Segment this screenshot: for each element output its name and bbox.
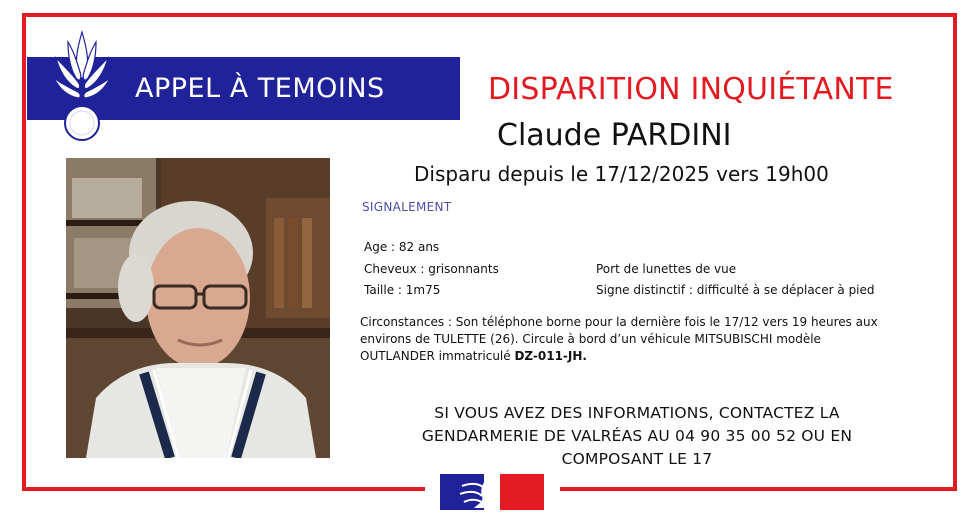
marianne-republique-logo-icon bbox=[432, 472, 548, 512]
contact-line-1: SI VOUS AVEZ DES INFORMATIONS, CONTACTEZ LA bbox=[434, 404, 840, 422]
contact-line-2: GENDARMERIE DE VALRÉAS AU 04 90 35 00 52 OU EN bbox=[421, 427, 853, 445]
height-field: Taille : 1m75 bbox=[364, 283, 441, 297]
banner-label: APPEL À TEMOINS bbox=[135, 73, 385, 104]
circumstances-body: Circonstances : Son téléphone borne pour la dernière fois le 17/12 vers 19 heures aux environs de TULETTE (26). Circule à bord d’un véhicule MITSUBISCHI modèle OUTLANDER immatriculé bbox=[360, 315, 878, 363]
person-name: Claude PARDINI bbox=[497, 118, 732, 153]
age-field: Age : 82 ans bbox=[364, 240, 440, 254]
distinctive-sign-field: Signe distinctif : difficulté à se déplacer à pied bbox=[596, 283, 875, 297]
license-plate: DZ-011-JH. bbox=[514, 349, 587, 363]
contact-line-3: COMPOSANT LE 17 bbox=[561, 450, 713, 468]
hair-field: Cheveux : grisonnants bbox=[364, 262, 499, 276]
glasses-field: Port de lunettes de vue bbox=[596, 262, 737, 276]
missing-person-photo bbox=[66, 158, 330, 458]
signalement-title: SIGNALEMENT bbox=[362, 200, 452, 214]
gendarmerie-grenade-icon bbox=[48, 28, 116, 150]
missing-since: Disparu depuis le 17/12/2025 vers 19h00 bbox=[414, 162, 829, 186]
headline: DISPARITION INQUIÉTANTE bbox=[488, 72, 894, 107]
circumstances-text bbox=[360, 314, 890, 365]
contact-block bbox=[372, 402, 902, 471]
